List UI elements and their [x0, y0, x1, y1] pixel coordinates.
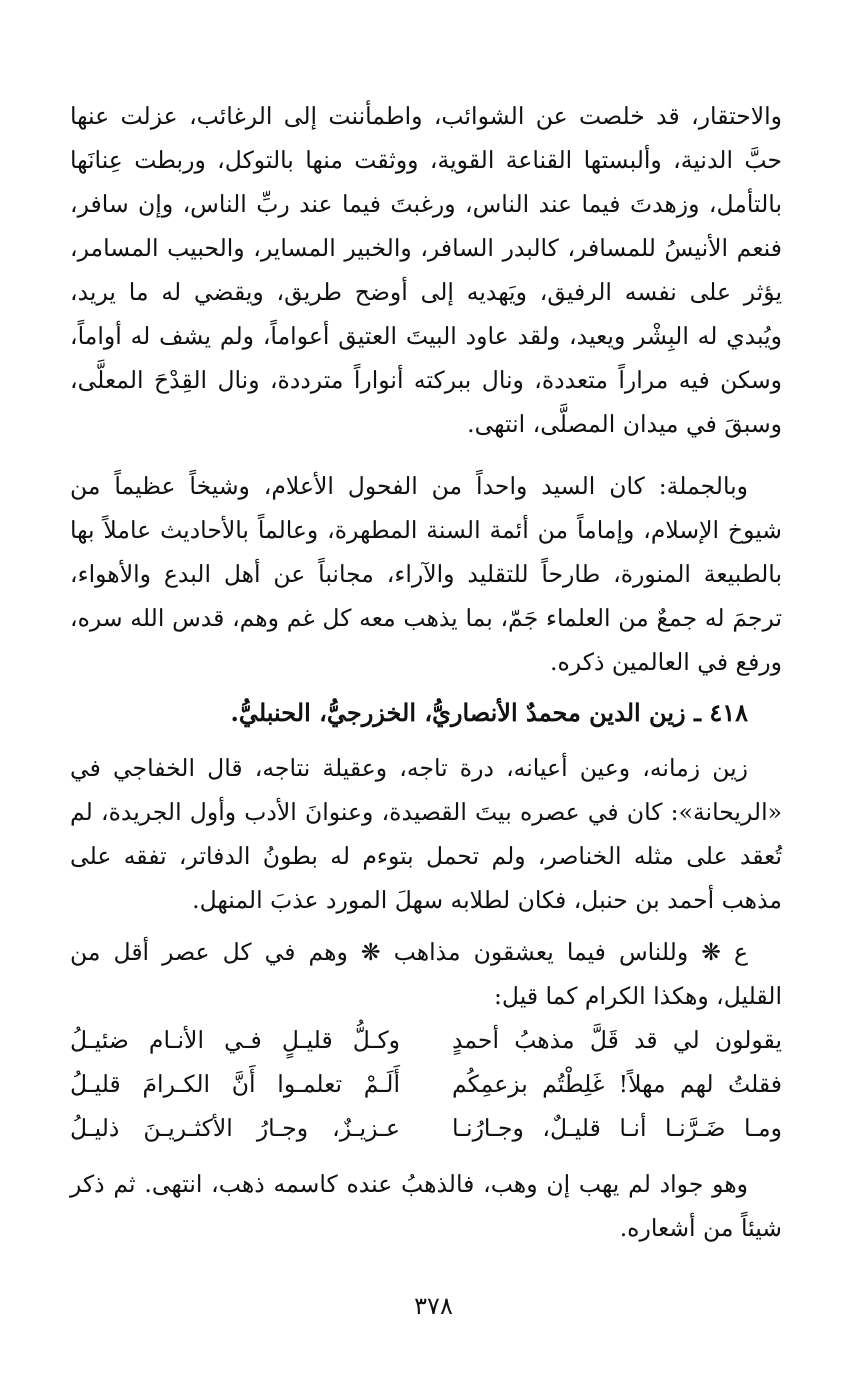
paragraph-verse-intro: ع ❋ وللناس فيما يعشقون مذاهب ❋ وهم في كل عصر أقل من القليل، وهكذا الكرام كما قيل: — [70, 938, 782, 1010]
poem-hemistich-second: عـزيـزٌ، وجـارُ الأكثـريـنَ ذليـلُ — [70, 1114, 400, 1142]
poem-hemistich-first: ومـا ضَـرَّنـا أنـا قليـلٌ، وجـارُنـا — [452, 1114, 782, 1142]
paragraph-continuation: والاحتقار، قد خلصت عن الشوائب، واطمأننت إلى الرغائب، عزلت عنها حبَّ الدنية، وألبستها القناعة القوية، ووثقت منها بالتوكل، وربطت عِنانَها بالتأمل، وزهدتَ فيما عند الناس، ورغبتَ فيما عند ربِّ الناس، وإن سافر، فنعم الأنيسُ للمسافر، كالبدر السافر، والخبير المساير، والحبيب المسامر، يؤثر على نفسه الرفيق، ويَهديه إلى أوضح طريق، ويقضي له ما يريد، ويُبدي له البِشْر ويعيد، ولقد عاود البيتَ العتيق أعواماً، ولم يشف له أواماً، وسكن فيه مراراً متعددة، ونال ببركته أنواراً مترددة، ونال القِدْحَ المعلَّى، وسبقَ في ميدان المصلَّى، انتهى. — [70, 102, 782, 438]
poem-verse — [70, 1106, 782, 1150]
paragraph-summary: وبالجملة: كان السيد واحداً من الفحول الأعلام، وشيخاً عظيماً من شيوخ الإسلام، وإماماً من أئمة السنة المطهرة، وعالماً بالأحاديث عاملاً بها بالطبيعة المنورة، طارحاً للتقليد والآراء، مجانباً عن أهل البدع والأهواء، ترجمَ له جمعٌ من العلماء جَمّ، بما يذهب معه كل غم وهم، قدس الله سره، ورفع في العالمين ذكره. — [70, 472, 782, 676]
poem-hemistich-second: وكـلُّ قليـلٍ فـي الأنـام ضئيـلُ — [70, 1026, 400, 1054]
entry-heading-418: ٤١٨ ـ زين الدين محمدٌ الأنصاريُّ، الخزرجيُّ، الحنبليُّ. — [230, 698, 748, 727]
poem-hemistich-second: أَلَـمْ تعلمـوا أَنَّ الكـرامَ قليـلُ — [70, 1070, 400, 1098]
poem-verse — [70, 1062, 782, 1106]
poem-hemistich-first: يقولون لي قد قَلَّ مذهبُ أحمدٍ — [452, 1026, 782, 1054]
poem — [70, 1018, 782, 1150]
poem-hemistich-first: فقلتُ لهم مهلاً! غَلِطْتُم بزعمِكُم — [452, 1070, 782, 1098]
poem-verse — [70, 1018, 782, 1062]
page-number: ٣٧٨ — [414, 1292, 453, 1320]
paragraph-biography: زين زمانه، وعين أعيانه، درة تاجه، وعقيلة نتاجه، قال الخفاجي في «الريحانة»: كان في عصره بيتَ القصيدة، وعنوانَ الأدب وأول الجريدة، لم تُعقد على مثله الخناصر، ولم تحمل بتوءم له بطونُ الدفاتر، تفقه على مذهب أحمد بن حنبل، فكان لطلابه سهلَ المورد عذبَ المنهل. — [70, 754, 782, 914]
paragraph-closing: وهو جواد لم يهب إن وهب، فالذهبُ عنده كاسمه ذهب، انتهى. ثم ذكر شيئاً من أشعاره. — [70, 1170, 782, 1242]
